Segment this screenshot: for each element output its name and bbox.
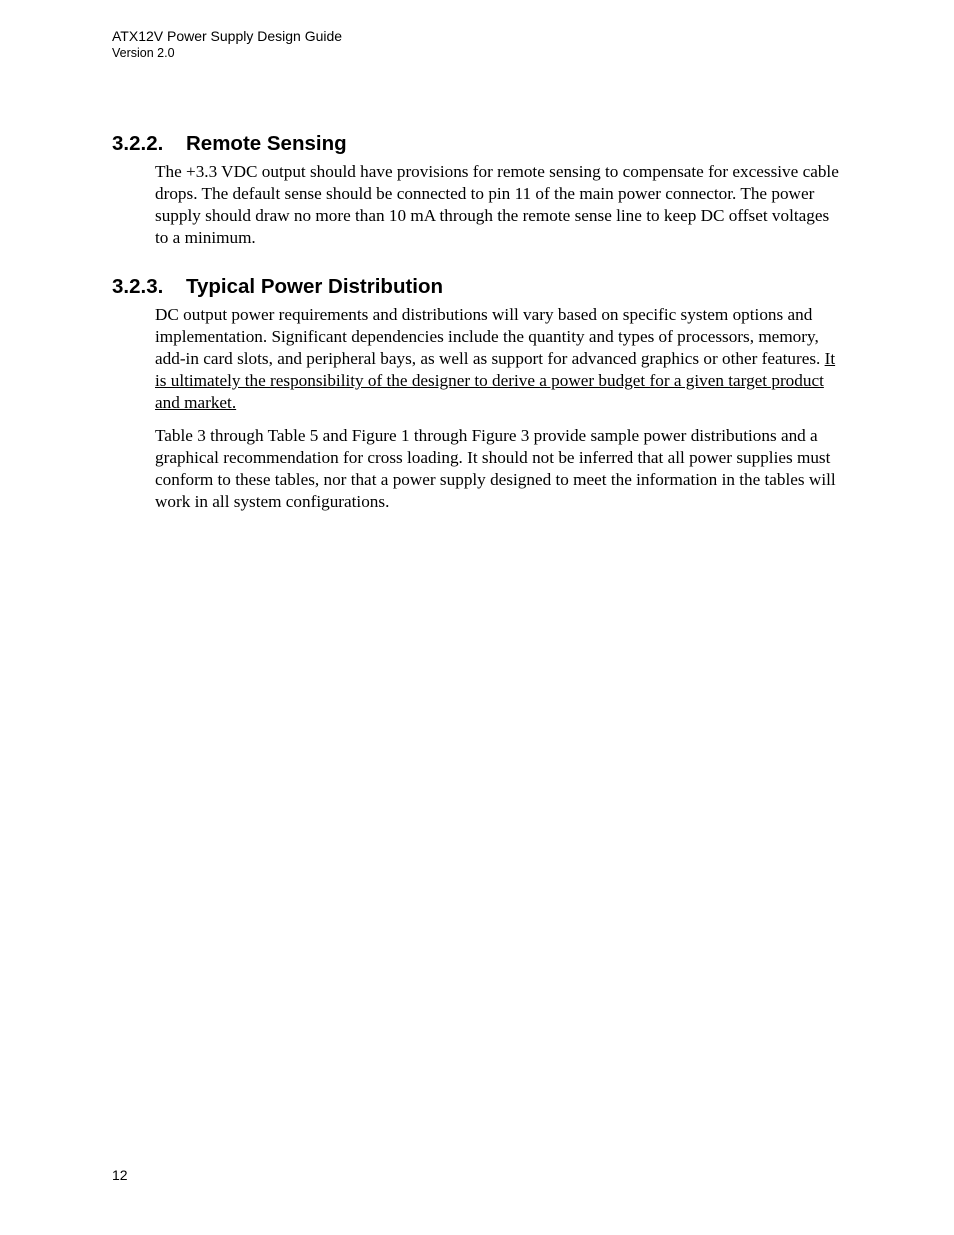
emphasized-statement: It is ultimately the responsibility of the designer to derive a power budget for a given target product and market. — [155, 349, 836, 412]
paragraph — [155, 304, 845, 414]
paragraph-text: DC output power requirements and distributions will vary based on specific system options and implementation. Significant dependencies include the quantity and types of processors, memory, add-in card slots, and peripheral bays, as well as support for advanced graphics or other features. — [155, 305, 825, 368]
section-title: Typical Power Distribution — [186, 275, 444, 298]
document-title: ATX12V Power Supply Design Guide — [112, 28, 343, 44]
page-number: 12 — [112, 1167, 128, 1183]
section-title: Remote Sensing — [186, 132, 347, 155]
paragraph: Table 3 through Table 5 and Figure 1 through Figure 3 provide sample power distributions and a graphical recommendation for cross loading. It should not be inferred that all power supplies must conform to these tables, nor that a power supply designed to meet the information in the tables will work in all system configurations. — [155, 426, 836, 511]
paragraph: The +3.3 VDC output should have provisions for remote sensing to compensate for excessive cable drops. The default sense should be connected to pin 11 of the main power connector. The power supply should draw no more than 10 mA through the remote sense line to keep DC offset voltages to a minimum. — [155, 162, 839, 247]
section-heading — [112, 275, 852, 299]
page-header — [112, 28, 342, 61]
section-number: 3.2.3. — [112, 275, 164, 298]
section-number: 3.2.2. — [112, 132, 164, 155]
section-remote-sensing — [112, 132, 852, 249]
document-version: Version 2.0 — [112, 46, 175, 60]
section-heading — [112, 132, 852, 156]
section-typical-power-distribution — [112, 275, 852, 513]
